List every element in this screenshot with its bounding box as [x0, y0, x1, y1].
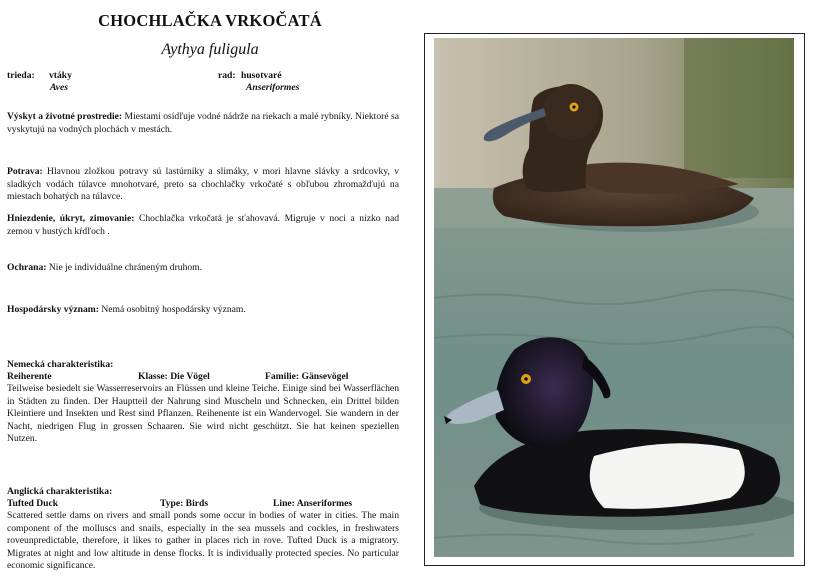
rad-label: rad: — [218, 70, 236, 81]
rad-latin: Anseriformes — [246, 82, 300, 93]
english-type: Type: Birds — [160, 498, 209, 509]
section-potrava — [7, 166, 399, 204]
page-title: CHOCHLAČKA VRKOČATÁ — [98, 11, 322, 30]
english-line: Line: Anseriformes — [273, 498, 353, 509]
photo-frame — [424, 33, 805, 566]
section-hospodarsky — [7, 304, 399, 317]
section-vyskyt-label: Výskyt a životné prostredie: — [7, 111, 123, 122]
section-potrava-label: Potrava: — [7, 166, 43, 177]
english-heading: Anglická charakteristika: — [7, 486, 113, 497]
english-name: Tufted Duck — [7, 498, 59, 509]
section-hniezdenie — [7, 213, 399, 238]
latin-name: Aythya fuligula — [161, 41, 259, 58]
trieda-latin: Aves — [50, 82, 68, 93]
section-hospodarsky-label: Hospodársky význam: — [7, 304, 99, 315]
section-hospodarsky-text: Nemá osobitný hospodársky význam. — [98, 304, 246, 315]
duck-photo-image — [434, 38, 794, 557]
german-heading: Nemecká charakteristika: — [7, 359, 114, 370]
german-text: Teilweise besiedelt sie Wasserreservoirs an Flüssen und kleine Teiche. Einige sind bei Wasserflächen in Städten zu finden. Der Hauptteil der Nahrung sind Muscheln und Schnecken, ein Drittel bilden Kleintiere und Insekten und Rest sind Pflanzen. Reihenente ist ein Wandervogel. Sie wandern in der Nacht, niedrigen Flug in grossen Schaaren. Sie wird nicht geschützt. Sie hat keinen speziellen Nutzen. — [7, 383, 399, 445]
section-ochrana — [7, 262, 399, 275]
rad-value: husotvaré — [241, 70, 282, 81]
section-vyskyt — [7, 111, 399, 136]
section-hniezdenie-text: Chochlačka vrkočatá je sťahovavá. Migruje v noci a nízko nad zemou v hustých kŕdľoch . — [7, 213, 400, 237]
german-klasse: Klasse: Die Vögel — [138, 371, 210, 382]
section-ochrana-text: Nie je individuálne chráneným druhom. — [46, 262, 203, 273]
german-name: Reiherente — [7, 371, 52, 382]
english-text: Scattered settle dams on rivers and small ponds some occur in bodies of water in cities. The main component of the molluscs and snails, especially in the sea mussels and cockles, in freshwaters roveunpredictable, therefore, it likes to gather in places rich in rove. Tufted Duck is a migratory. Migrates at night and low altitude in dense flocks. It is individually protected species. No particular economic significance. — [7, 510, 399, 572]
section-ochrana-label: Ochrana: — [7, 262, 47, 273]
trieda-value: vtáky — [49, 70, 72, 81]
duck-photo — [434, 38, 794, 557]
section-potrava-text: Hlavnou zložkou potravy sú lastúrniky a slimáky, v mori hlavne slávky a srdcovky, v sladkých vodách túlavce mnohotvaré, preto sa chochlačky vrkočaté s obľubou zhromažďujú na miestach bohatých na túlavce. — [7, 166, 399, 203]
trieda-label: trieda: — [7, 70, 35, 81]
german-familie: Familie: Gänsevögel — [265, 371, 349, 382]
section-hniezdenie-label: Hniezdenie, úkryt, zimovanie: — [7, 213, 135, 224]
section-vyskyt-text: Miestami osídľuje vodné nádrže na riekach a malé rybníky. Niektoré sa vyskytujú na vodných plochách v mestách. — [7, 111, 399, 135]
